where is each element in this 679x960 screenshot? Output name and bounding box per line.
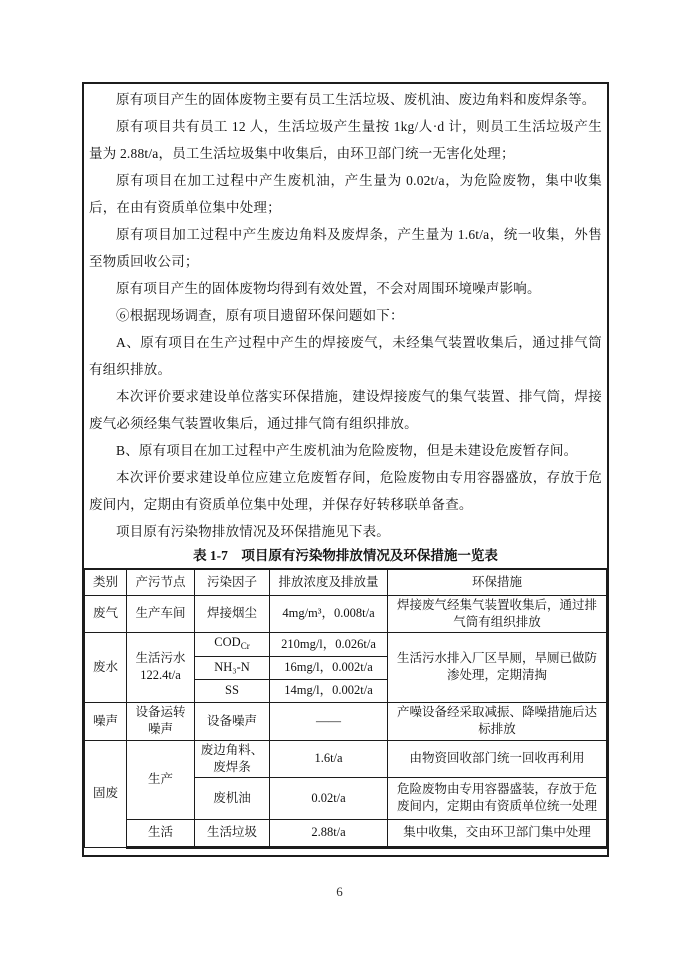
cell-gas-category: 废气	[85, 595, 127, 632]
paragraph-site-survey-heading: ⑥根据现场调查，原有项目遗留环保问题如下：	[116, 308, 404, 323]
paragraph-waste-oil: 原有项目在加工过程中产生废机油，产生量为 0.02t/a，为危险废物，集中收集后，在由有资质单位集中处理；	[89, 173, 602, 215]
paragraph-domestic-garbage: 原有项目共有员工 12 人，生活垃圾产生量按 1kg/人·d 计，则员工生活垃圾产生量为 2.88t/a，员工生活垃圾集中收集后，由环卫部门统一无害化处理；	[89, 119, 602, 161]
cell-nh3-factor: NH₃-N	[195, 656, 270, 679]
cod-label: COD	[214, 634, 241, 649]
cell-oil-amount: 0.02t/a	[270, 777, 388, 819]
table-row-noise	[85, 702, 607, 740]
cell-oil-measure: 危险废物由专用容器盛装，存放于危废间内，定期由有资质单位统一处理	[388, 777, 607, 819]
cell-solid-node-life: 生活	[127, 819, 195, 847]
cell-solid-node-production: 生产	[127, 740, 195, 819]
cell-water-measure: 生活污水排入厂区旱厕，旱厕已做防渗处理，定期清掏	[388, 632, 607, 702]
table-title: 表 1-7 项目原有污染物排放情况及环保措施一览表	[193, 548, 498, 563]
cell-cod-factor	[195, 632, 270, 656]
header-protection-measures: 环保措施	[388, 569, 607, 595]
cell-scrap-amount: 1.6t/a	[270, 740, 388, 777]
cell-solid-category: 固废	[85, 740, 127, 847]
cell-life-amount: 2.88t/a	[270, 819, 388, 847]
cell-ss-amount: 14mg/l，0.002t/a	[270, 679, 388, 702]
cell-scrap-measure: 由物资回收部门统一回收再利用	[388, 740, 607, 777]
cell-life-factor: 生活垃圾	[195, 819, 270, 847]
table-row-waste-gas	[85, 595, 607, 632]
cell-water-node	[127, 632, 195, 702]
header-pollution-factor: 污染因子	[195, 569, 270, 595]
cell-noise-factor: 设备噪声	[195, 702, 270, 740]
pollution-emissions-table	[84, 568, 607, 849]
cell-noise-category: 噪声	[85, 702, 127, 740]
cell-cod-amount: 210mg/l，0.026t/a	[270, 632, 388, 656]
cod-subscript: Cr	[240, 640, 250, 651]
cell-noise-amount: ——	[270, 702, 388, 740]
cell-gas-measure: 焊接废气经集气装置收集后，通过排气筒有组织排放	[388, 595, 607, 632]
paragraph-problem-a: A、原有项目在生产过程中产生的焊接废气，未经集气装置收集后，通过排气筒有组织排放。	[89, 335, 602, 377]
header-emission-amount: 排放浓度及排放量	[270, 569, 388, 595]
cell-water-category: 废水	[85, 632, 127, 702]
paragraph-disposal-summary: 原有项目产生的固体废物均得到有效处置，不会对周围环境噪声影响。	[116, 281, 541, 296]
cell-oil-factor: 废机油	[195, 777, 270, 819]
header-category: 类别	[85, 569, 127, 595]
water-node-line1: 生活污水	[135, 651, 186, 665]
body-text	[84, 84, 607, 545]
paragraph-table-lead-in: 项目原有污染物排放情况及环保措施见下表。	[116, 524, 390, 539]
paragraph-solid-waste-overview: 原有项目产生的固体废物主要有员工生活垃圾、废机油、废边角料和废焊条等。	[116, 92, 596, 107]
cell-scrap-factor: 废边角料、废焊条	[195, 740, 270, 777]
water-node-line2: 122.4t/a	[140, 668, 181, 682]
table-row-solid-life	[85, 819, 607, 847]
document-content-frame	[82, 82, 609, 857]
paragraph-scrap-material: 原有项目加工过程中产生废边角料及废焊条，产生量为 1.6t/a，统一收集，外售至物质回收公司；	[89, 227, 602, 269]
cell-gas-amount: 4mg/m³，0.008t/a	[270, 595, 388, 632]
cell-gas-node: 生产车间	[127, 595, 195, 632]
page-number: 6	[336, 884, 343, 899]
table-row-solid-scrap	[85, 740, 607, 777]
table-header-row	[85, 569, 607, 595]
cell-noise-measure: 产噪设备经采取减振、降噪措施后达标排放	[388, 702, 607, 740]
cell-noise-node: 设备运转噪声	[127, 702, 195, 740]
table-row-wastewater-cod	[85, 632, 607, 656]
header-pollution-node: 产污节点	[127, 569, 195, 595]
paragraph-problem-b: B、原有项目在加工过程中产生废机油为危险废物，但是未建设危废暂存间。	[116, 443, 578, 458]
cell-nh3-amount: 16mg/l，0.002t/a	[270, 656, 388, 679]
cell-gas-factor: 焊接烟尘	[195, 595, 270, 632]
cell-life-measure: 集中收集，交由环卫部门集中处理	[388, 819, 607, 847]
paragraph-requirement-a: 本次评价要求建设单位落实环保措施，建设焊接废气的集气装置、排气筒，焊接废气必须经集气装置收集后，通过排气筒有组织排放。	[89, 389, 602, 431]
paragraph-requirement-b: 本次评价要求建设单位应建立危废暂存间，危险废物由专用容器盛放，存放于危废间内，定期由有资质单位集中处理，并保存好转移联单备查。	[89, 470, 602, 512]
cell-ss-factor: SS	[195, 679, 270, 702]
